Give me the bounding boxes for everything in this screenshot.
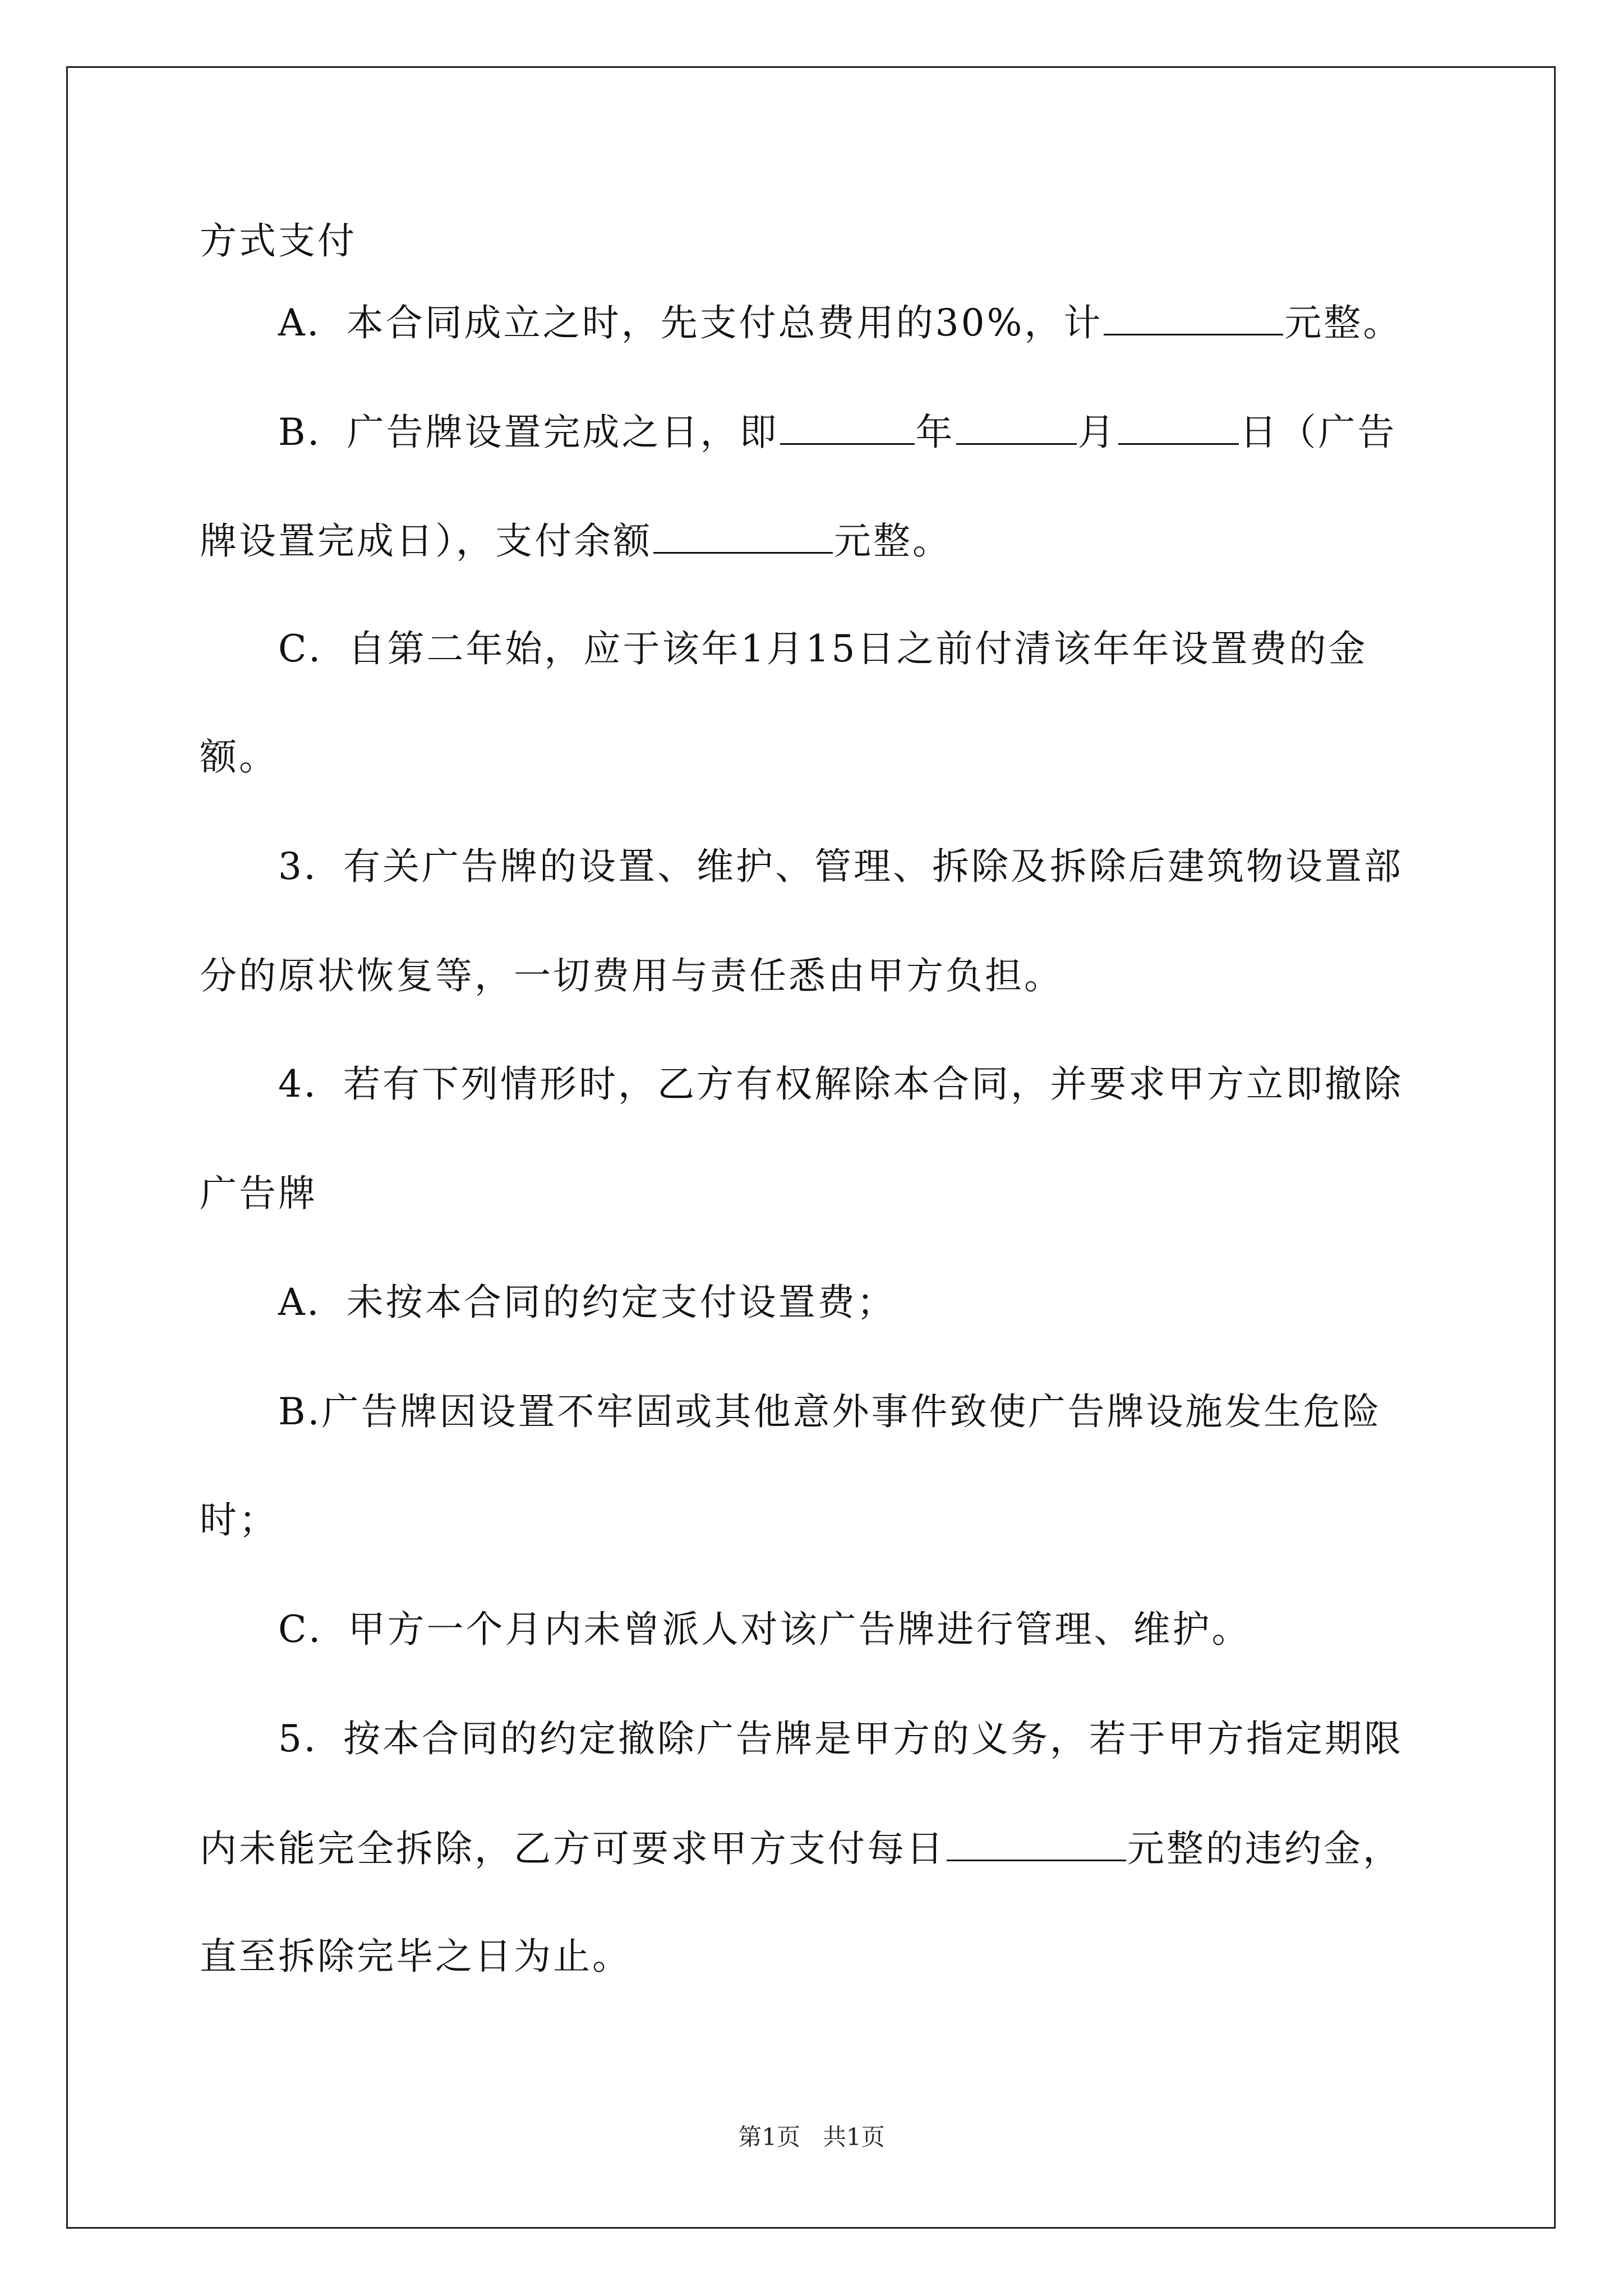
text-span: 时；	[200, 1498, 278, 1542]
paragraph-line	[278, 627, 1367, 671]
paragraph-line	[278, 844, 1403, 889]
text-span: 牌设置完成日），支付余额	[200, 519, 652, 563]
text-span: 元整的违约金，	[1127, 1827, 1402, 1870]
fill-in-blank[interactable]	[653, 517, 833, 554]
paragraph-line	[278, 1717, 1403, 1761]
text-span: 5．按本合同的约定撤除广告牌是甲方的义务，若于甲方指定期限	[278, 1717, 1403, 1760]
fill-in-blank[interactable]	[1104, 299, 1283, 335]
paragraph-line	[200, 1825, 1402, 1871]
text-span: 直至拆除完毕之日为止。	[200, 1935, 631, 1978]
paragraph-line	[200, 517, 952, 564]
text-span: 广告牌	[200, 1172, 317, 1215]
total-pages: 共1页	[823, 2123, 885, 2151]
paragraph-line	[200, 1498, 278, 1543]
text-span: 3．有关广告牌的设置、维护、管理、拆除及拆除后建筑物设置部	[278, 845, 1403, 888]
page-footer	[0, 2123, 1623, 2151]
paragraph-line	[278, 299, 1402, 346]
text-span: A．本合同成立之时，先支付总费用的30%，计	[278, 301, 1103, 344]
text-span: 日（广告	[1239, 411, 1397, 454]
paragraph-line	[278, 1607, 1251, 1652]
paragraph-line	[278, 408, 1397, 455]
paragraph-line	[200, 735, 278, 780]
fill-in-blank-day[interactable]	[1118, 408, 1239, 445]
page-border	[66, 66, 1556, 2229]
text-span: B.广告牌因设置不牢固或其他意外事件致使广告牌设施发生危险	[278, 1390, 1382, 1433]
paragraph-line	[200, 954, 1063, 999]
text-span: 4．若有下列情形时，乙方有权解除本合同，并要求甲方立即撤除	[278, 1062, 1403, 1106]
paragraph-line	[200, 1171, 317, 1216]
text-span: 元整。	[1284, 301, 1403, 344]
text-span: 分的原状恢复等，一切费用与责任悉由甲方负担。	[200, 954, 1063, 997]
text-span: C．自第二年始，应于该年1月15日之前付清该年年设置费的金	[278, 627, 1368, 670]
text-span: A．未按本合同的约定支付设置费；	[278, 1281, 896, 1324]
text-span: 月	[1077, 411, 1117, 454]
page-number: 第1页	[738, 2123, 800, 2151]
text-span: 年	[915, 411, 955, 454]
fill-in-blank[interactable]	[947, 1825, 1126, 1861]
fill-in-blank-month[interactable]	[956, 408, 1077, 445]
text-span: 内未能完全拆除，乙方可要求甲方支付每日	[200, 1827, 946, 1870]
paragraph-line	[278, 1062, 1403, 1107]
paragraph-line	[278, 1280, 896, 1325]
text-span: B．广告牌设置完成之日，即	[278, 411, 779, 454]
text-span: C．甲方一个月内未曾派人对该广告牌进行管理、维护。	[278, 1608, 1251, 1651]
text-span: 方式支付	[200, 219, 357, 263]
text-span: 元整。	[834, 519, 952, 563]
paragraph-line	[200, 219, 357, 264]
paragraph-line	[200, 1934, 631, 1979]
text-span: 额。	[200, 735, 278, 779]
fill-in-blank-year[interactable]	[780, 408, 915, 445]
paragraph-line	[278, 1389, 1381, 1434]
